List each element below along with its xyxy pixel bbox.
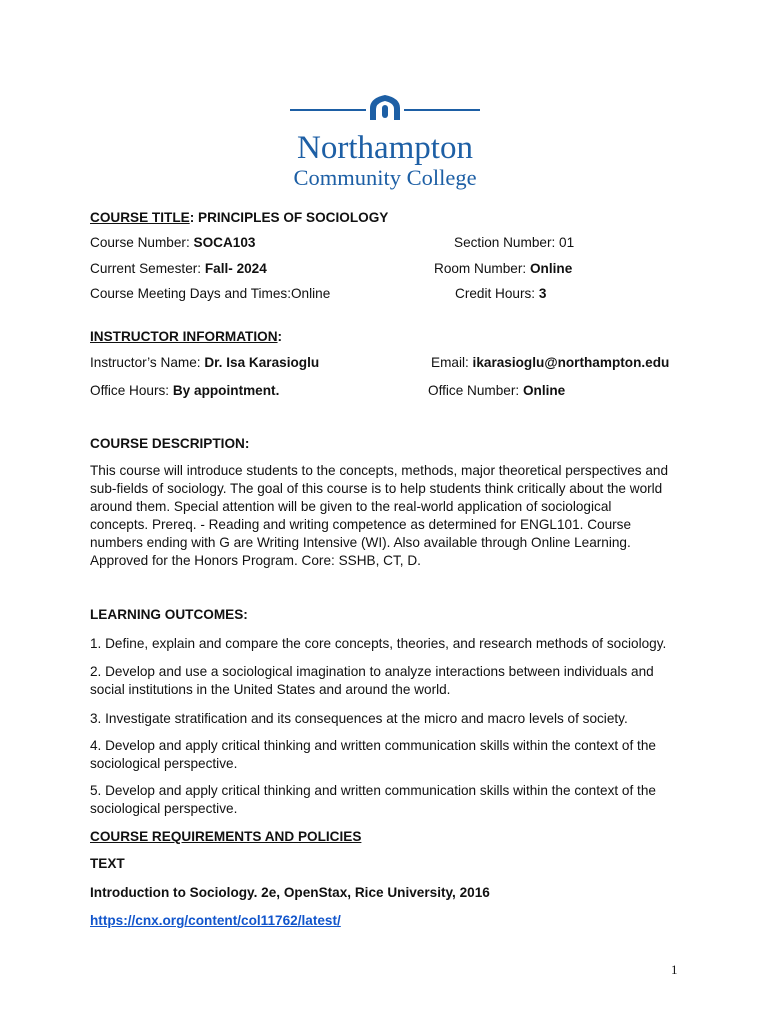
course-number-value: SOCA103	[193, 235, 256, 250]
description-line: This course will introduce students to the concepts, methods, major theoretical perspectives and	[90, 463, 669, 478]
section-number: Section Number: 01	[454, 235, 575, 250]
instructor-email	[431, 355, 669, 371]
office-hours-label: Office Hours:	[90, 383, 173, 398]
office-number-value: Online	[522, 383, 566, 398]
office-number	[428, 383, 565, 399]
instructor-heading-suffix: :	[277, 329, 283, 344]
college-logo-mark-icon	[290, 94, 480, 120]
course-title-label: COURSE TITLE	[90, 210, 190, 225]
requirements-heading: COURSE REQUIREMENTS AND POLICIES	[90, 829, 362, 844]
outcome-line: sociological perspective.	[90, 756, 238, 771]
office-number-label: Office Number:	[428, 383, 523, 398]
course-number	[90, 235, 255, 251]
outcome-item	[90, 710, 690, 728]
instructor-name	[90, 355, 319, 371]
room-value: Online	[529, 261, 573, 276]
credit-hours	[455, 286, 546, 302]
description-line: Approved for the Honors Program. Core: SSHB, CT, D.	[90, 553, 421, 568]
outcome-line: social institutions in the United States and around the world.	[90, 682, 451, 697]
office-hours	[90, 383, 279, 399]
description-line: around them. Special attention will be given to the real-world application of sociological	[90, 499, 612, 514]
description-line: concepts. Prereq. - Reading and writing competence as determined for ENGL101. Course	[90, 517, 632, 532]
description-line: numbers ending with G are Writing Intensive (WI). Also available through Online Learning.	[90, 535, 631, 550]
course-title	[90, 210, 388, 226]
room-label: Room Number:	[434, 261, 530, 276]
meeting-times: Course Meeting Days and Times:Online	[90, 286, 331, 301]
instructor-heading-label: INSTRUCTOR INFORMATION	[90, 329, 278, 344]
outcome-item	[90, 635, 690, 653]
outcome-line: 4. Develop and apply critical thinking and written communication skills within the context of the	[90, 738, 656, 753]
description-paragraph	[90, 462, 690, 570]
outcome-line: sociological perspective.	[90, 801, 238, 816]
outcome-line: 2. Develop and use a sociological imagination to analyze interactions between individuals and	[90, 664, 654, 679]
email-label: Email:	[431, 355, 473, 370]
instructor-name-label: Instructor’s Name:	[90, 355, 205, 370]
instructor-name-value: Dr. Isa Karasioglu	[204, 355, 320, 370]
outcome-item	[90, 663, 690, 699]
outcome-line: 1. Define, explain and compare the core concepts, theories, and research methods of sociology.	[90, 636, 667, 651]
outcome-line: 5. Develop and apply critical thinking and written communication skills within the context of the	[90, 783, 656, 798]
textbook-link[interactable]: https://cnx.org/content/col11762/latest/	[90, 913, 341, 928]
instructor-heading	[90, 329, 282, 345]
textbook-citation: Introduction to Sociology. 2e, OpenStax, Rice University, 2016	[90, 885, 490, 900]
college-name: Northampton	[297, 130, 473, 166]
office-hours-value: By appointment.	[172, 383, 280, 398]
text-heading: TEXT	[90, 856, 125, 871]
page-number: 1	[671, 962, 678, 977]
credit-label: Credit Hours:	[455, 286, 539, 301]
email-value[interactable]: ikarasioglu@northampton.edu	[472, 355, 670, 370]
semester-label: Current Semester:	[90, 261, 205, 276]
description-heading: COURSE DESCRIPTION:	[90, 436, 250, 451]
description-line: sub-fields of sociology. The goal of this course is to help students think critically about the world	[90, 481, 663, 496]
course-number-label: Course Number:	[90, 235, 194, 250]
credit-value: 3	[538, 286, 547, 301]
outcome-item	[90, 737, 690, 773]
college-subtitle: Community College	[293, 165, 477, 190]
course-title-value: : PRINCIPLES OF SOCIOLOGY	[189, 210, 389, 225]
outcome-item	[90, 782, 690, 818]
room-number	[434, 261, 572, 277]
outcomes-heading: LEARNING OUTCOMES:	[90, 607, 248, 622]
semester-value: Fall- 2024	[204, 261, 267, 276]
outcome-line: 3. Investigate stratification and its consequences at the micro and macro levels of society.	[90, 711, 628, 726]
current-semester	[90, 261, 267, 277]
